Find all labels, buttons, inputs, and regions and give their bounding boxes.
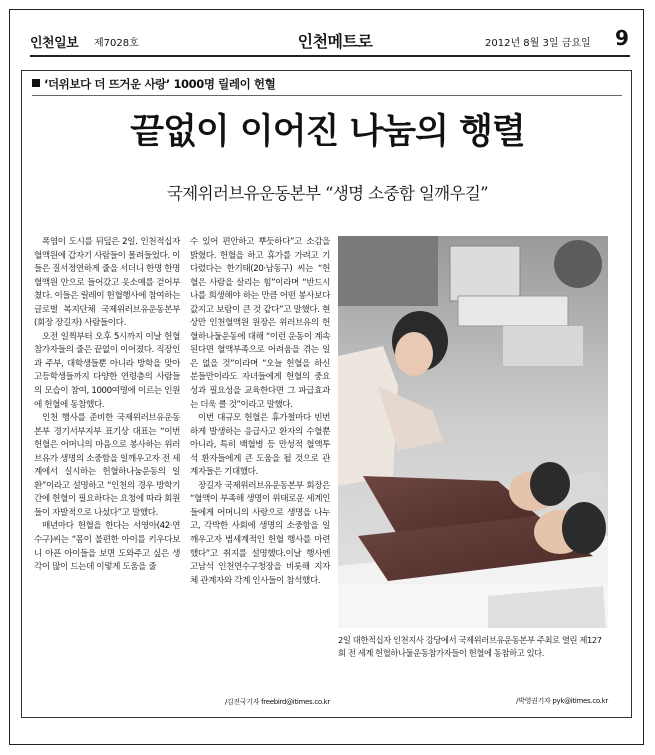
article-byline: /김진국기자 freebird@itimes.co.kr [224, 698, 330, 706]
paragraph: 인천 행사를 준비한 국제위러브유운동본부 경기서부지부 표기상 대표는 “이번 헌혈은 어머니의 마음으로 봉사하는 위러브유가 생명의 소중함을 일깨우고자 전 세계에서 실시하는 헌혈하나눔운동의 일환”이라고 설명하고 “인천의 경우 방학기간에 헌혈이 필요하다는 요청에 따라 회원들이 자발적으로 나섰다”고 말했다. [34, 413, 180, 518]
square-bullet-icon [32, 79, 40, 87]
body-column-1 [34, 236, 180, 575]
paragraph: 오전 일찍부터 오후 5시까지 이날 헌혈 참가자들의 줄은 끝없이 이어졌다. 직장인과 주부, 대학생들뿐 아니라 방학을 맞아 고등학생들까지 다양한 연령층의 사람들의 모습이 참여, 1000여명에 이르는 인원에 헌혈에 동참했다. [34, 331, 180, 410]
body-column-2 [190, 236, 330, 588]
section-name: 인천메트로 [297, 32, 373, 51]
subheadline: 국제위러브유운동본부 “생명 소중함 일깨우길” [166, 184, 489, 203]
photo-byline: /박영권기자 pyk@itimes.co.kr [516, 697, 608, 705]
news-photo [338, 236, 608, 628]
issue-number: 제7028호 [94, 38, 139, 49]
article-kicker [32, 76, 275, 92]
kicker-text: ‘더위보다 더 뜨거운 사랑’ 1000명 릴레이 헌혈 [44, 77, 276, 91]
kicker-divider [32, 95, 622, 96]
newspaper-name: 인천일보 [30, 36, 79, 51]
paragraph: 폭염이 도시를 뒤덮은 2일. 인천적십자혈액원에 갑자기 사람들이 몰려들었다. 이들은 질서정연하게 줄을 서더니 한명 한명 혈액원 안으로 들어갔고 옷소매를 걷어부쳤다. 이들은 릴레이 헌혈행사에 참여하는 글로벌 복지단체 국제위러브유운동본부(회장 장길자) 사람들이다. [34, 237, 180, 329]
photo-caption: 2일 대한적십자 인천지사 강당에서 국제위러브유운동본부 주최로 열린 제127회 전 세계 헌혈하나둘운동참가자들이 헌혈에 동참하고 있다. [338, 635, 602, 658]
newspaper-header [30, 26, 630, 55]
paragraph: 장길자 국제위러브유운동본부 회장은 “혈액이 부족해 생명이 위태로운 세계인들에게 어머니의 사랑으로 생명을 나누고, 각박한 사회에 생명의 소중함을 일깨우고자 범세계적인 헌혈 행사를 마련했다”고 취지를 설명했다.이날 행사엔 고남석 인천연수구청장을 비롯해 지자체 관계자와 각계 인사들이 참석했다. [190, 480, 330, 586]
paragraph: 매년마다 헌혈을 한다는 서영아(42·연수구)씨는 “몸이 불편한 아이를 키우다보니 아픈 아이들을 보면 도와주고 싶은 생각이 많이 드는데 이렇게 도움을 줄 [34, 521, 180, 573]
blood-donation-photo [338, 236, 608, 628]
page-number: 9 [615, 26, 629, 50]
header-divider [30, 55, 630, 57]
headline: 끝없이 이어진 나눔의 행렬 [130, 112, 525, 152]
paragraph: 수 있어 편안하고 뿌듯하다”고 소감을 밝혔다. 헌혈을 하고 휴가를 가려고 기다렸다는 한기태(20·남동구) 씨는 “헌혈은 사람을 살리는 힘”이라며 “반드시 나를 희생해야 하는 만큼 어떤 봉사보다 값지고 보람이 큰 것 같다”고 말했다. 현상만 인천혈액원 원장은 위러브유의 헌혈하나둘운동에 대해 “이런 운동이 계속된다면 혈액부족으로 어려움을 겪는 일은 없을 것”이라며 “오늘 헌혈을 하신 분들만이라도 자녀들에게 헌혈의 중요성과 필요성을 교육한다면 그 파급효과는 더욱 클 것”이라고 말했다. [190, 237, 330, 410]
paragraph: 이번 대규모 헌혈은 휴가철마다 빈번하게 발생하는 응급사고 환자의 수혈뿐 아니라, 특히 백혈병 등 만성적 혈액투석 환자들에게 큰 도움을 될 것으로 관계자들은 기대했다. [190, 413, 330, 478]
publication-date: 2012년 8월 3일 금요일 [485, 38, 591, 49]
